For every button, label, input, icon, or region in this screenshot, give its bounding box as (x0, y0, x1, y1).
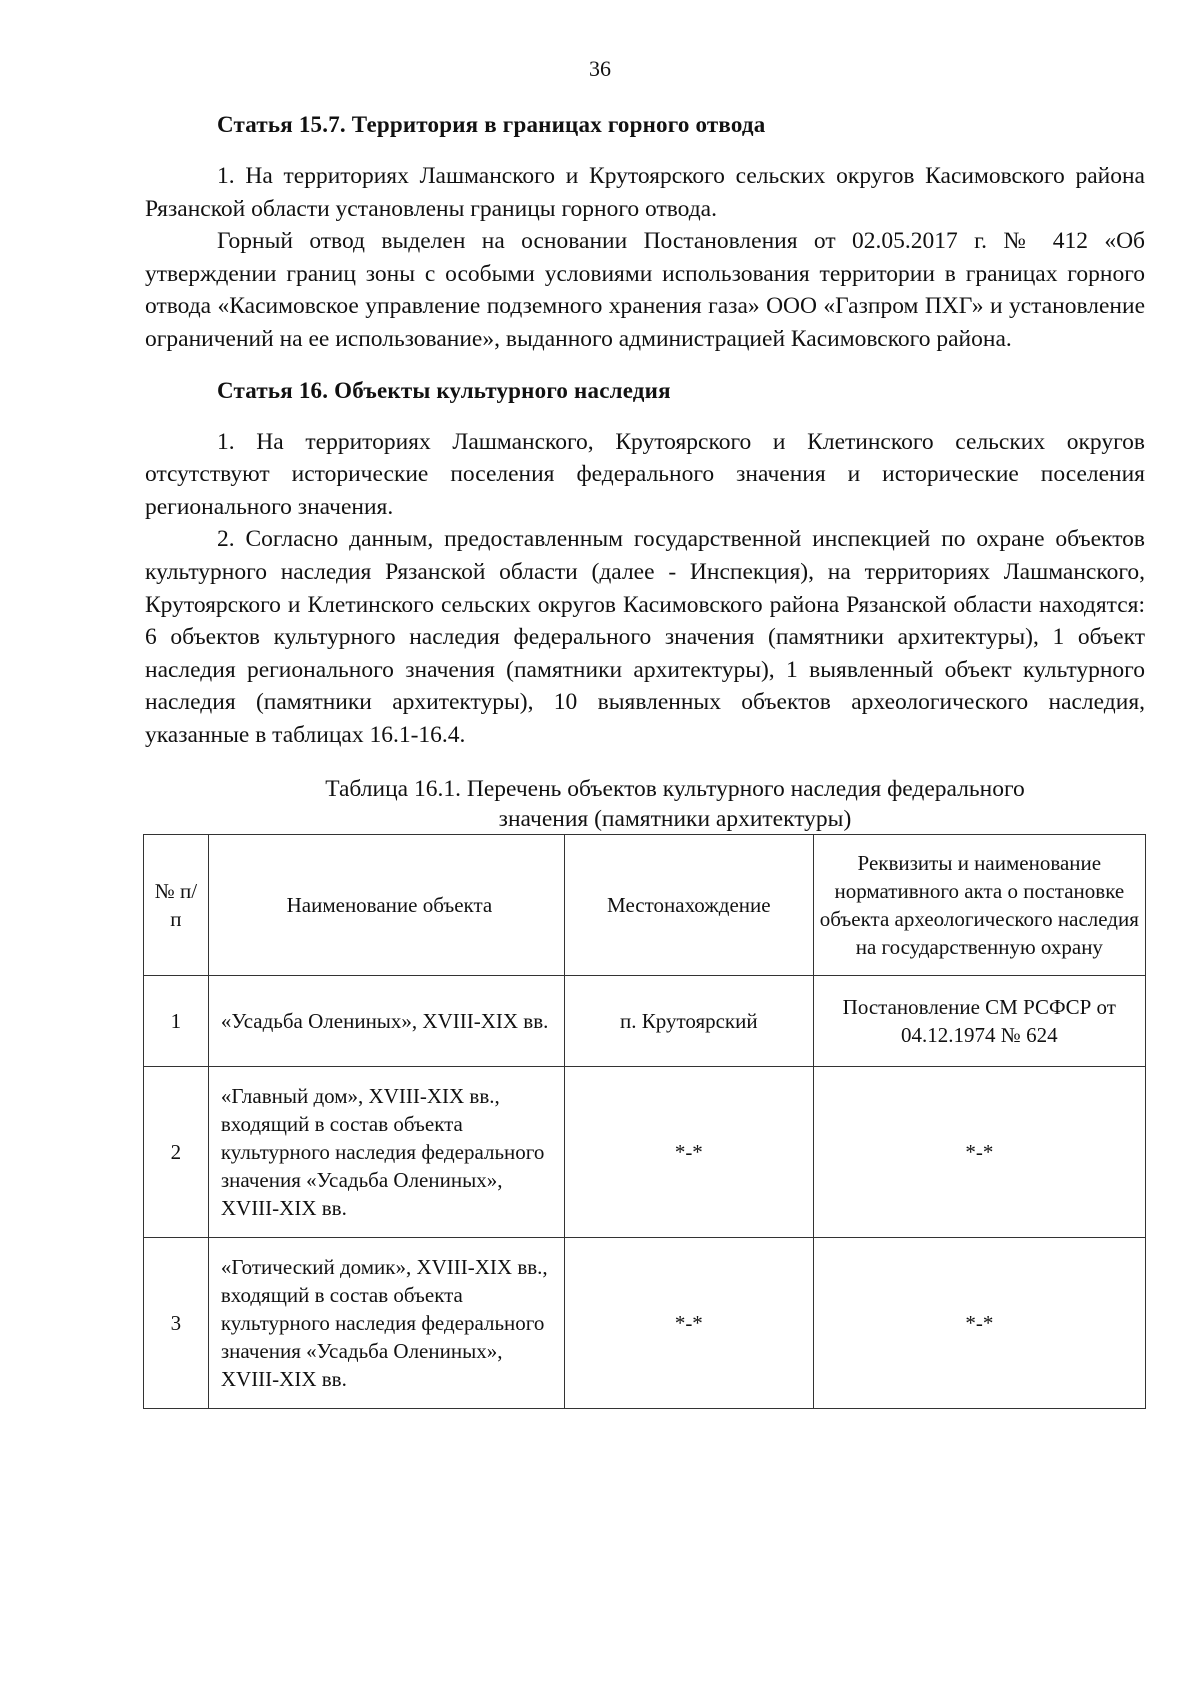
table-row (144, 1066, 1146, 1237)
section-16-title: Статья 16. Объекты культурного наследия (217, 377, 671, 403)
row-requisites: *-* (813, 1237, 1145, 1408)
section-16-paragraph-2: 2. Согласно данным, предоставленным государственной инспекцией по охране объектов культурного наследия Рязанской области (далее - Инспекция), на территориях Лашманского, Крутоярского и Клетинского сельских округов Касимовского района Рязанской области находятся: 6 объектов культурного наследия федерального значения (памятники архитектуры), 1 объект наследия регионального значения (памятники архитектуры), 1 выявленный объект культурного наследия (памятники архитектуры), 10 выявленных объектов археологического наследия, указанные в таблицах 16.1-16.4. (145, 526, 1145, 748)
row-requisites: Постановление СМ РСФСР от 04.12.1974 № 624 (813, 975, 1145, 1066)
row-num: 2 (144, 1066, 209, 1237)
table-caption-line-1: Таблица 16.1. Перечень объектов культурного наследия федерального (325, 775, 1025, 802)
heritage-objects-table (143, 834, 1146, 1409)
row-name: «Главный дом», XVIII-XIX вв., входящий в состав объекта культурного наследия федерального значения «Усадьба Олениных», XVIII-XIX вв. (208, 1066, 564, 1237)
header-location: Местонахождение (564, 834, 813, 975)
row-name: «Готический домик», XVIII-XIX вв., входящий в состав объекта культурного наследия федерального значения «Усадьба Олениных», XVIII-XIX вв. (208, 1237, 564, 1408)
header-name: Наименование объекта (208, 834, 564, 975)
row-num: 1 (144, 975, 209, 1066)
table-header-row (144, 834, 1146, 975)
table-caption-line-2: значения (памятники архитектуры) (498, 805, 852, 832)
header-num: № п/п (144, 834, 209, 975)
table-row (144, 975, 1146, 1066)
header-requisites: Реквизиты и наименование нормативного акта о постановке объекта археологического наследия на государственную охрану (813, 834, 1145, 975)
row-num: 3 (144, 1237, 209, 1408)
row-location: *-* (564, 1237, 813, 1408)
section-15-7-title: Статья 15.7. Территория в границах горного отвода (217, 112, 766, 137)
row-requisites: *-* (813, 1066, 1145, 1237)
row-location: *-* (564, 1066, 813, 1237)
page-number: 36 (589, 56, 611, 81)
section-15-7-paragraph-2: Горный отвод выделен на основании Постановления от 02.05.2017 г. № 412 «Об утверждении границ зоны с особыми условиями использования территории в границах горного отвода «Касимовское управление подземного хранения газа» ООО «Газпром ПХГ» и установление ограничений на ее использование», выданного администрацией Касимовского района. (145, 228, 1145, 352)
document-body (145, 112, 1145, 1409)
table-caption (145, 774, 1145, 834)
row-location: п. Крутоярский (564, 975, 813, 1066)
row-name: «Усадьба Олениных», XVIII-XIX вв. (208, 975, 564, 1066)
table-row (144, 1237, 1146, 1408)
section-15-7-paragraph-1: 1. На территориях Лашманского и Крутоярского сельских округов Касимовского района Рязанской области установлены границы горного отвода. (145, 163, 1145, 222)
section-16-paragraph-1: 1. На территориях Лашманского, Крутоярского и Клетинского сельских округов отсутствуют исторические поселения федерального значения и исторические поселения регионального значения. (145, 428, 1145, 520)
